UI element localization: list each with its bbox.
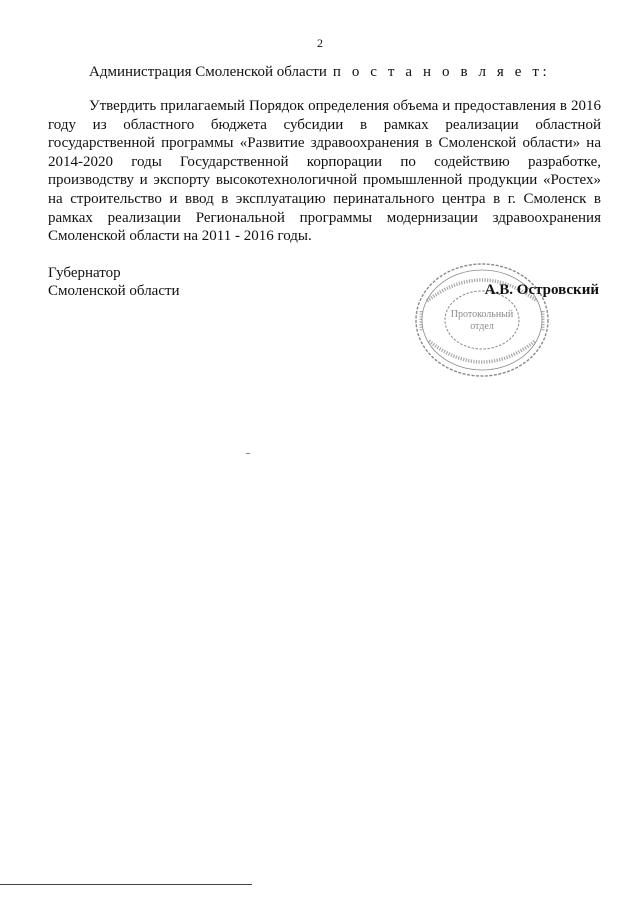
decree-intro [89, 64, 550, 81]
page-number: 2 [317, 36, 323, 50]
footer-rule [0, 884, 252, 885]
seal-text-line1: Протокольный [450, 309, 514, 320]
official-seal-stamp [413, 261, 551, 379]
signer-position [48, 264, 180, 301]
stray-mark [246, 453, 250, 454]
seal-text-line2: отдел [470, 321, 494, 332]
decree-authority: Администрация Смоленской области [89, 64, 327, 80]
signer-name: А.В. Островский [484, 282, 599, 298]
signer-position-line1: Губернатор [48, 265, 121, 281]
decree-verb: п о с т а н о в л я е т: [332, 64, 551, 80]
decree-paragraph: Утвердить прилагаемый Порядок определения объема и предоставления в 2016 году из областного бюджета субсидии в рамках реализации областной государственной программы «Развитие здравоохранения в Смоленской области» на 2014-2020 годы Государственной корпорации по содействию разработке, производству и экспорту высокотехнологичной промышленной продукции «Ростех» на строительство и ввод в эксплуатацию перинатального центра в г. Смоленск в рамках реализации Региональной программы модернизации здравоохранения Смоленской области на 2011 - 2016 годы. [48, 98, 601, 245]
signer-position-line2: Смоленской области [48, 283, 180, 300]
